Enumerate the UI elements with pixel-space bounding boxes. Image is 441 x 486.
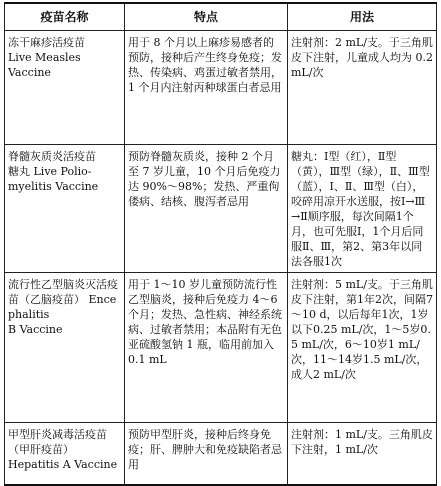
usage-cell: 注射剂：5 mL/支。于三角肌皮下注射，第1年2次，间隔7～10 d，以后每年1次，1岁以下0.25 mL/次，1～5岁0.5 mL/次，6～10岁1 mL/次，11～14岁1.5 mL/次，成人2 mL/次 [288,273,437,423]
table-row-measles [5,31,437,145]
header-usage: 用法 [288,3,437,31]
header-features: 特点 [125,3,288,31]
vaccine-name-line: Vaccine [8,66,51,79]
usage-cell: 注射剂：1 mL/支。三角肌皮下注射，1 mL/次 [288,423,437,485]
table-row-polio [5,145,437,273]
vaccine-name-line: myelitis Vaccine [8,180,99,193]
usage-cell: 糖丸：Ⅰ型（红），Ⅱ型（黄），Ⅲ型（绿），Ⅱ、Ⅲ型（蓝），Ⅰ、Ⅱ、Ⅲ型（白），咬碎用凉开水送服，按Ⅰ→Ⅲ→Ⅱ顺序服，每次间隔1个月，也可先服Ⅰ，1个月后同服Ⅱ、Ⅲ，第2、第3年以同法各服1次 [288,145,437,273]
table-header-row [5,3,437,31]
vaccine-name-line: 甲型肝炎减毒活疫苗（甲肝疫苗） [8,428,107,456]
vaccine-name-cell [5,31,125,145]
vaccine-table [4,2,437,486]
vaccine-name-cell [5,273,125,423]
vaccine-table-container [4,2,436,471]
features-cell: 用于 1～10 岁儿童预防流行性乙型脑炎，接种后免疫力 4～6 个月；发热、急性病、神经系统病、过敏者禁用；本品附有无色亚硫酸氢钠 1 瓶，临用前加入 0.1 mL [125,273,288,423]
vaccine-name-line: 冻干麻疹活疫苗 [8,36,85,49]
vaccine-name-line: Hepatitis A Vaccine [8,458,118,471]
vaccine-name-line: 糖丸 Live Polio- [8,165,92,178]
table-row-hepatitis-a [5,423,437,485]
vaccine-name-line: Live Measles [8,51,81,64]
header-vaccine-name: 疫苗名称 [5,3,125,31]
usage-cell: 注射剂：2 mL/支。于三角肌皮下注射，儿童成人均为 0.2 mL/次 [288,31,437,145]
features-cell: 用于 8 个月以上麻疹易感者的预防，接种后产生终身免疫；发热、传染病、鸡蛋过敏者禁用，1 个月内注射丙种球蛋白者忌用 [125,31,288,145]
table-row-encephalitis [5,273,437,423]
features-cell: 预防甲型肝炎，接种后终身免疫；肝、脾肿大和免疫缺陷者忌用 [125,423,288,485]
vaccine-name-cell [5,423,125,485]
vaccine-name-line: B Vaccine [8,323,63,336]
features-cell: 预防脊髓灰质炎，接种 2 个月至 7 岁儿童，10 个月后免疫力达 90%～98%；发热、严重佝偻病、结核、腹泻者忌用 [125,145,288,273]
vaccine-name-cell [5,145,125,273]
vaccine-name-line: 脊髓灰质炎活疫苗 [8,150,96,163]
vaccine-name-line: 流行性乙型脑炎灭活疫苗（乙脑疫苗） Encephalitis [8,278,118,321]
